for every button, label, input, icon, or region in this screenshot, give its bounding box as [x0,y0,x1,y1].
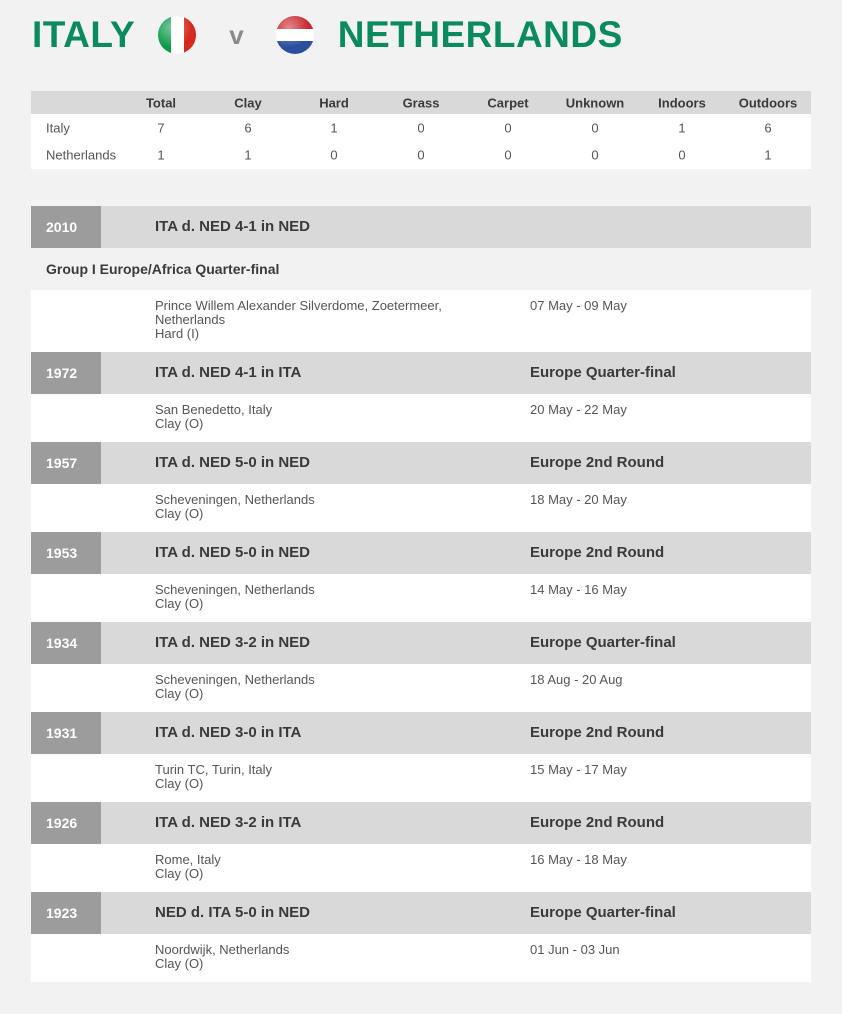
stats-team-name: Netherlands [46,147,117,163]
tie-item [31,802,811,892]
tie-header [31,532,811,574]
venue-line: Turin TC, Turin, Italy [155,762,273,777]
tie-details [31,934,811,982]
tie-result: NED d. ITA 5-0 in NED [155,904,311,921]
stats-row [31,114,811,141]
tie-dates: 16 May - 18 May [530,852,627,867]
tie-round: Europe 2nd Round [530,544,665,561]
tie-venue [155,673,485,701]
tie-result: ITA d. NED 3-2 in ITA [155,814,302,831]
stats-value: 0 [504,147,512,163]
tie-year: 1926 [31,802,101,844]
stats-value: 1 [157,147,165,163]
venue-line: Clay (O) [155,866,204,881]
stats-column-header: Unknown [565,95,625,110]
tie-item [31,352,811,442]
stats-column-header: Hard [319,95,349,110]
tie-venue [155,583,485,611]
tie-round: Group I Europe/Africa Quarter-final [31,248,811,290]
stats-value: 0 [417,120,425,135]
stats-team-name: Italy [46,120,70,135]
tie-header [31,352,811,394]
tie-result: ITA d. NED 3-0 in ITA [155,724,302,741]
venue-line: Netherlands [155,312,226,327]
tie-year: 1931 [31,712,101,754]
stats-row [31,141,811,169]
tie-venue [155,403,485,431]
tie-details [31,574,811,622]
netherlands-flag-icon [276,16,314,54]
tie-venue [155,299,485,341]
tie-year: 1957 [31,442,101,484]
stats-value: 7 [157,120,165,135]
team-left-name: ITALY [32,14,136,55]
stats-value: 0 [504,120,512,135]
venue-line: Scheveningen, Netherlands [155,672,315,687]
stats-header-row [31,91,811,114]
tie-item [31,532,811,622]
stats-value: 0 [417,147,425,163]
venue-line: San Benedetto, Italy [155,402,273,417]
tie-dates: 01 Jun - 03 Jun [530,942,620,957]
tie-item [31,622,811,712]
stats-value: 1 [244,147,252,163]
tie-round: Europe 2nd Round [530,724,665,741]
venue-line: Prince Willem Alexander Silverdome, Zoetermeer, [155,298,442,313]
tie-details [31,290,811,352]
tie-result: ITA d. NED 4-1 in NED [155,218,311,235]
tie-result: ITA d. NED 5-0 in NED [155,454,311,471]
tie-details [31,664,811,712]
venue-line: Scheveningen, Netherlands [155,492,315,507]
stats-column-header: Indoors [658,95,706,110]
tie-result: ITA d. NED 4-1 in ITA [155,364,302,381]
venue-line: Noordwijk, Netherlands [155,942,290,957]
stats-value: 1 [764,147,772,163]
tie-round: Europe 2nd Round [530,454,665,471]
tie-year: 1923 [31,892,101,934]
stats-column-header: Grass [402,95,440,110]
venue-line: Clay (O) [155,506,204,521]
venue-line: Rome, Italy [155,852,221,867]
tie-round: Europe 2nd Round [530,814,665,831]
tie-result: ITA d. NED 3-2 in NED [155,634,311,651]
venue-line: Clay (O) [155,776,204,791]
tie-dates: 14 May - 16 May [530,582,627,597]
tie-dates: 18 May - 20 May [530,492,627,507]
tie-details [31,844,811,892]
tie-header [31,802,811,844]
tie-year: 2010 [31,206,101,248]
tie-details [31,394,811,442]
tie-item [31,442,811,532]
stats-value: 6 [244,120,252,135]
tie-header [31,712,811,754]
venue-line: Clay (O) [155,416,204,431]
tie-header [31,442,811,484]
tie-dates: 07 May - 09 May [530,298,627,313]
tie-history-list [31,206,811,982]
tie-result: ITA d. NED 5-0 in NED [155,544,311,561]
stats-value: 1 [330,120,338,135]
venue-line: Clay (O) [155,956,204,971]
tie-dates: 20 May - 22 May [530,402,627,417]
tie-item [31,712,811,802]
tie-round: Europe Quarter-final [530,634,676,651]
tie-dates: 15 May - 17 May [530,762,627,777]
tie-header [31,892,811,934]
tie-venue [155,943,485,971]
tie-header [31,622,811,664]
tie-details [31,484,811,532]
tie-venue [155,763,485,791]
venue-line: Clay (O) [155,686,204,701]
head-to-head-stats-table [31,91,811,169]
tie-details [31,754,811,802]
tie-round: Europe Quarter-final [530,904,676,921]
tie-item [31,206,811,352]
tie-year: 1934 [31,622,101,664]
tie-venue [155,493,485,521]
tie-dates: 18 Aug - 20 Aug [530,672,623,687]
venue-line: Scheveningen, Netherlands [155,582,315,597]
italy-flag-icon [158,16,196,54]
stats-column-header: Outdoors [738,95,798,110]
tie-venue [155,853,485,881]
versus-label: v [229,19,244,50]
tie-year: 1972 [31,352,101,394]
venue-line: Clay (O) [155,596,204,611]
tie-item [31,892,811,982]
tie-year: 1953 [31,532,101,574]
stats-value: 0 [330,147,338,163]
venue-line: Hard (I) [155,326,200,341]
matchup-header [32,12,623,58]
stats-column-header: Total [145,95,177,110]
tie-header [31,206,811,248]
stats-value: 0 [591,147,599,163]
stats-value: 1 [678,120,686,135]
stats-value: 6 [764,120,772,135]
stats-value: 0 [678,147,686,163]
stats-value: 0 [591,120,599,135]
stats-column-header: Carpet [487,95,529,110]
stats-column-header: Clay [234,95,262,110]
tie-round: Europe Quarter-final [530,364,676,381]
team-right-name: NETHERLANDS [337,14,623,55]
